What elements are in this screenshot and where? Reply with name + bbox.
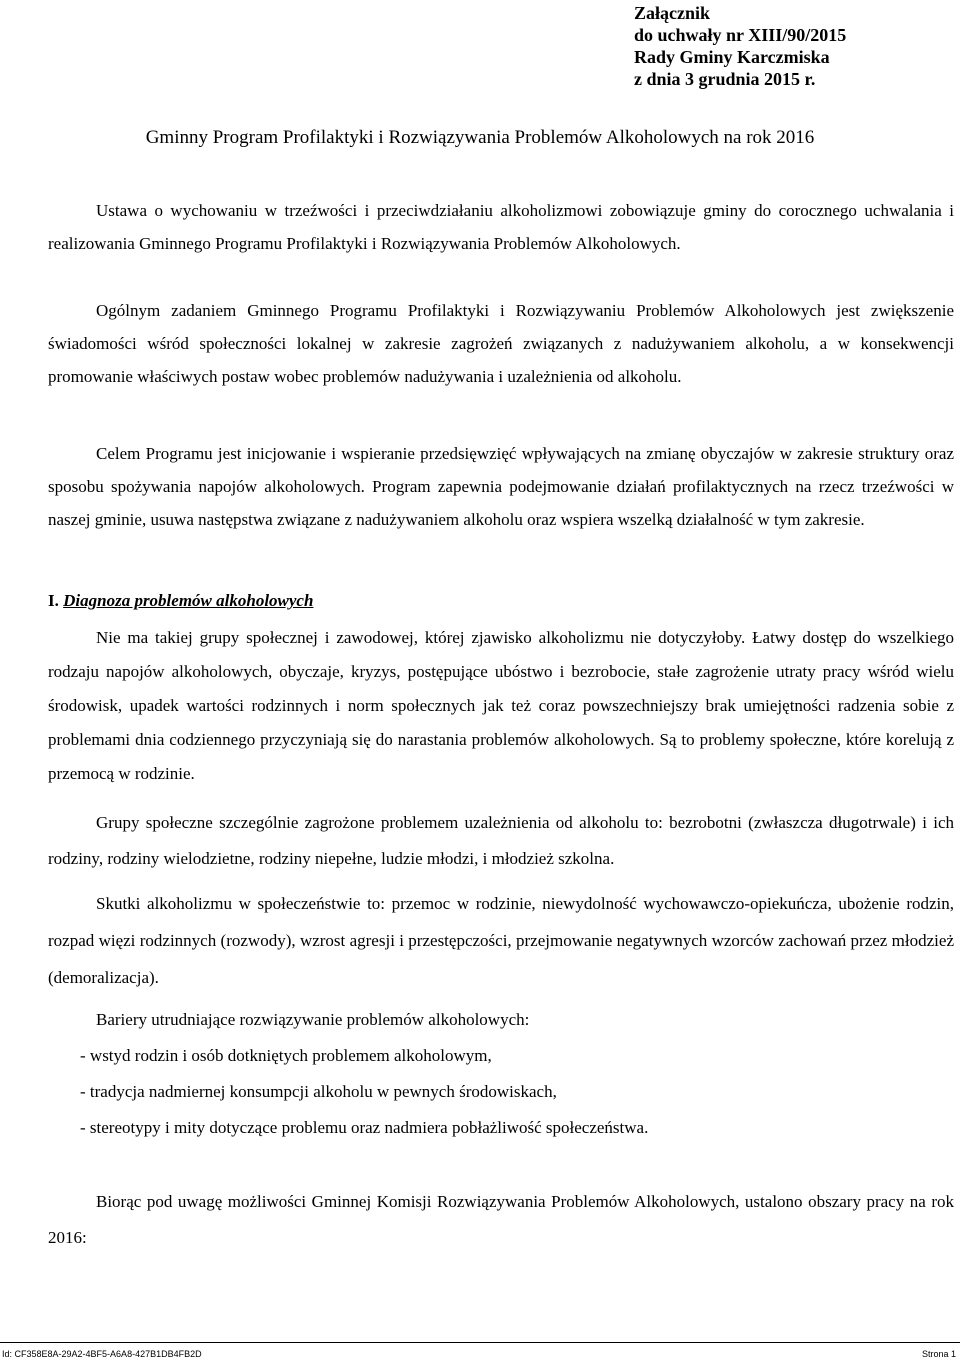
paragraph-intro-text: Ustawa o wychowaniu w trzeźwości i przeciwdziałaniu alkoholizmowi zobowiązuje gminy do corocznego uchwalania i realizowania Gminnego Programu Profilaktyki i Rozwiązywania Problemów Alkoholowych. — [48, 201, 954, 253]
paragraph-diagnosis-text: Nie ma takiej grupy społecznej i zawodowej, której zjawisko alkoholizmu nie dotyczyłoby. Łatwy dostęp do wszelkiego rodzaju napojów alkoholowych, obyczaje, kryzys, postępujące ubóstwo i bezrobocie, stałe zagrożenie utraty pracy wśród wielu środowisk, upadek wartości rodzinnych i norm społecznych jak też coraz powszechniejszy brak umiejętności radzenia sobie z problemami dnia codziennego przyczyniają się do narastania problemów alkoholowych. Są to problemy społeczne, które korelują z przemocą w rodzinie. — [48, 628, 954, 783]
section-number: I. — [48, 591, 59, 610]
section-heading — [48, 590, 313, 612]
header-line-council: Rady Gminy Karczmiska — [634, 47, 830, 67]
paragraph-groups-text: Grupy społeczne szczególnie zagrożone problemem uzależnienia od alkoholu to: bezrobotni (zwłaszcza długotrwale) i ich rodziny, rodziny wielodzietne, rodziny niepełne, ludzie młodzi, i młodzież szkolna. — [48, 813, 954, 868]
list-item: - wstyd rodzin i osób dotkniętych problemem alkoholowym, — [80, 1046, 492, 1065]
paragraph-diagnosis — [48, 621, 954, 791]
paragraph-goal — [48, 294, 954, 393]
paragraph-aim — [48, 437, 954, 536]
paragraph-goal-text: Ogólnym zadaniem Gminnego Programu Profilaktyki i Rozwiązywaniu Problemów Alkoholowych jest zwiększenie świadomości wśród społeczności lokalnej w zakresie zagrożeń związanych z nadużywaniem alkoholu, a w konsekwencji promowanie właściwych postaw wobec problemów nadużywania i uzależnienia od alkoholu. — [48, 301, 954, 386]
document-title: Gminny Program Profilaktyki i Rozwiązywania Problemów Alkoholowych na rok 2016 — [145, 127, 815, 148]
paragraph-intro — [48, 194, 954, 260]
paragraph-final-text: Biorąc pod uwagę możliwości Gminnej Komisji Rozwiązywania Problemów Alkoholowych, ustalono obszary pracy na rok 2016: — [48, 1192, 954, 1247]
footer-divider — [0, 1342, 960, 1343]
paragraph-groups — [48, 805, 954, 877]
header-line-resolution: do uchwały nr XIII/90/2015 — [634, 25, 847, 45]
list-item: - tradycja nadmiernej konsumpcji alkoholu w pewnych środowiskach, — [80, 1082, 557, 1101]
paragraph-effects — [48, 885, 954, 996]
header-line-date: z dnia 3 grudnia 2015 r. — [634, 69, 816, 89]
paragraph-final — [48, 1184, 954, 1256]
header-line-attachment: Załącznik — [634, 3, 711, 23]
page-number: Strona 1 — [921, 1349, 956, 1359]
list-item: - stereotypy i mity dotyczące problemu oraz nadmiera pobłażliwość społeczeństwa. — [80, 1118, 649, 1137]
resolution-header — [634, 2, 846, 90]
document-id: Id: CF358E8A-29A2-4BF5-A6A8-427B1DB4FB2D — [2, 1349, 202, 1359]
barriers-intro — [48, 1002, 954, 1038]
paragraph-aim-text: Celem Programu jest inicjowanie i wspieranie przedsięwzięć wpływających na zmianę obyczajów w zakresie struktury oraz sposobu spożywania napojów alkoholowych. Program zapewnia podejmowanie działań profilaktycznych na rzecz trzeźwości w naszej gminie, usuwa następstwa związane z nadużywaniem alkoholu oraz wspiera wszelką działalność w tym zakresie. — [48, 444, 954, 529]
section-title: Diagnoza problemów alkoholowych — [63, 591, 314, 610]
barriers-block — [48, 1002, 954, 1146]
paragraph-effects-text: Skutki alkoholizmu w społeczeństwie to: przemoc w rodzinie, niewydolność wychowawczo-opiekuńcza, ubożenie rodzin, rozpad więzi rodzinnych (rozwody), wzrost agresji i przestępczości, przejmowanie negatywnych wzorców zachowań przez młodzież (demoralizacja). — [48, 894, 954, 987]
barriers-intro-text: Bariery utrudniające rozwiązywanie problemów alkoholowych: — [96, 1010, 530, 1029]
